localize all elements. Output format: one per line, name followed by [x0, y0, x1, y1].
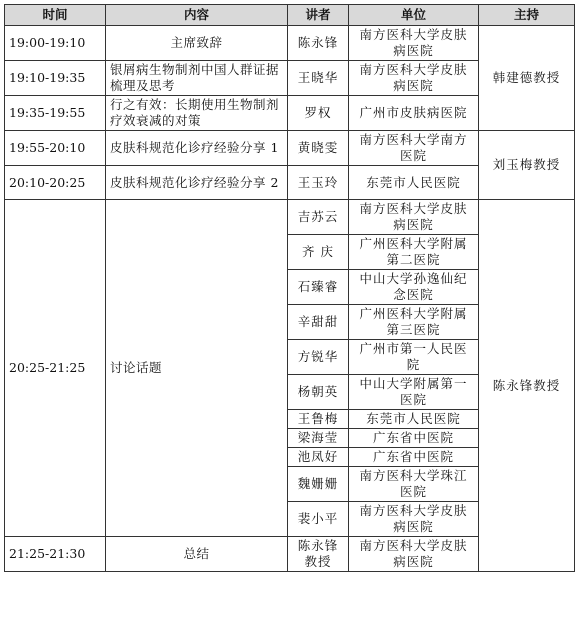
speaker-cell: 王晓华	[288, 61, 349, 96]
agenda-table	[4, 4, 575, 572]
unit-cell: 东莞市人民医院	[349, 166, 479, 200]
time-cell: 19:10-19:35	[5, 61, 106, 96]
unit-cell: 南方医科大学南方医院	[349, 131, 479, 166]
time-cell: 19:00-19:10	[5, 26, 106, 61]
content-cell: 主席致辞	[106, 26, 288, 61]
speaker-cell: 陈永锋	[288, 26, 349, 61]
host-cell: 陈永锋教授	[479, 200, 575, 572]
unit-cell: 南方医科大学珠江医院	[349, 467, 479, 502]
unit-cell: 广东省中医院	[349, 429, 479, 448]
unit-cell: 南方医科大学皮肤病医院	[349, 537, 479, 572]
unit-cell: 南方医科大学皮肤病医院	[349, 61, 479, 96]
unit-cell: 广州医科大学附属第三医院	[349, 305, 479, 340]
speaker-cell: 方锐华	[288, 340, 349, 375]
content-cell: 行之有效：长期使用生物制剂疗效衰减的对策	[106, 96, 288, 131]
speaker-cell: 陈永锋教授	[288, 537, 349, 572]
header-unit: 单位	[349, 5, 479, 26]
speaker-cell: 齐 庆	[288, 235, 349, 270]
speaker-cell: 王玉玲	[288, 166, 349, 200]
unit-cell: 广州医科大学附属第二医院	[349, 235, 479, 270]
speaker-cell: 魏姗姗	[288, 467, 349, 502]
speaker-cell: 石臻睿	[288, 270, 349, 305]
speaker-cell: 辛甜甜	[288, 305, 349, 340]
header-time: 时间	[5, 5, 106, 26]
speaker-cell: 梁海莹	[288, 429, 349, 448]
speaker-cell: 罗权	[288, 96, 349, 131]
header-content: 内容	[106, 5, 288, 26]
content-cell: 银屑病生物制剂中国人群证据梳理及思考	[106, 61, 288, 96]
unit-cell: 东莞市人民医院	[349, 410, 479, 429]
time-cell: 20:10-20:25	[5, 166, 106, 200]
unit-cell: 广州市第一人民医院	[349, 340, 479, 375]
time-cell: 20:25-21:25	[5, 200, 106, 537]
table-row	[5, 131, 575, 166]
unit-cell: 南方医科大学皮肤病医院	[349, 26, 479, 61]
content-cell: 皮肤科规范化诊疗经验分享 2	[106, 166, 288, 200]
table-row	[5, 26, 575, 61]
unit-cell: 中山大学孙逸仙纪念医院	[349, 270, 479, 305]
unit-cell: 广州市皮肤病医院	[349, 96, 479, 131]
content-cell: 皮肤科规范化诊疗经验分享 1	[106, 131, 288, 166]
speaker-cell: 裴小平	[288, 502, 349, 537]
speaker-cell: 黄晓雯	[288, 131, 349, 166]
header-row	[5, 5, 575, 26]
speaker-cell: 池凤好	[288, 448, 349, 467]
header-speaker: 讲者	[288, 5, 349, 26]
host-cell: 韩建德教授	[479, 26, 575, 131]
header-host: 主持	[479, 5, 575, 26]
speaker-cell: 王鲁梅	[288, 410, 349, 429]
content-cell: 讨论话题	[106, 200, 288, 537]
unit-cell: 南方医科大学皮肤病医院	[349, 502, 479, 537]
speaker-cell: 杨朝英	[288, 375, 349, 410]
host-cell: 刘玉梅教授	[479, 131, 575, 200]
time-cell: 19:35-19:55	[5, 96, 106, 131]
table-row	[5, 200, 575, 235]
unit-cell: 南方医科大学皮肤病医院	[349, 200, 479, 235]
time-cell: 21:25-21:30	[5, 537, 106, 572]
unit-cell: 中山大学附属第一医院	[349, 375, 479, 410]
speaker-cell: 吉苏云	[288, 200, 349, 235]
content-cell: 总结	[106, 537, 288, 572]
time-cell: 19:55-20:10	[5, 131, 106, 166]
unit-cell: 广东省中医院	[349, 448, 479, 467]
